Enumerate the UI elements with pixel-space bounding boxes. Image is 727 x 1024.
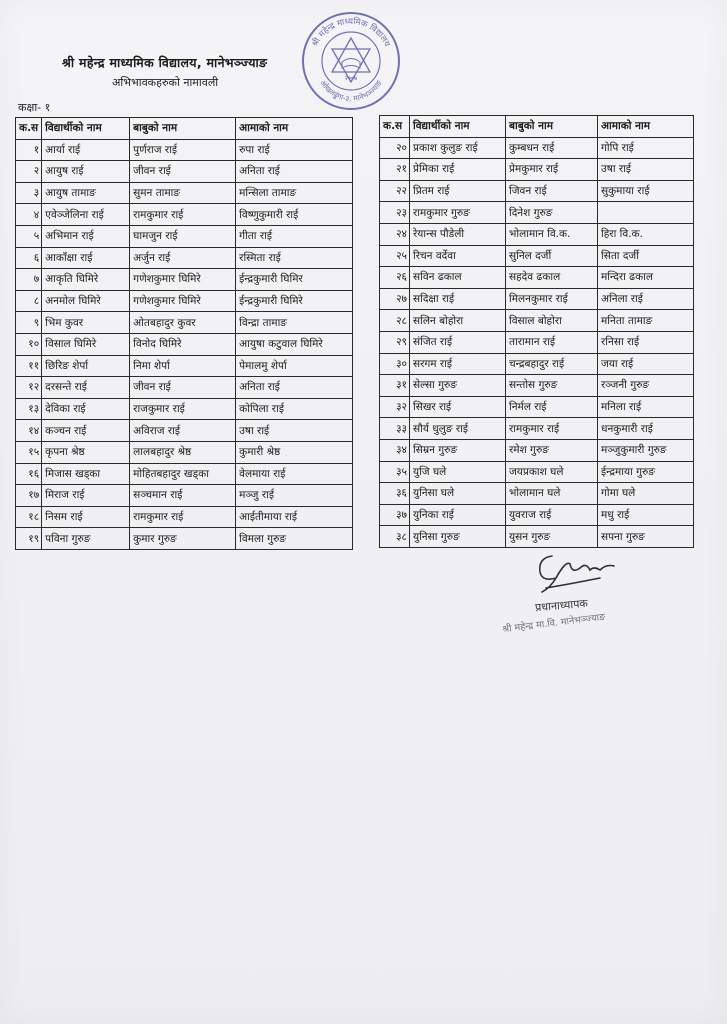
- student-name-cell: सदिक्षा राई: [410, 288, 506, 310]
- student-name-cell: एवेञ्जेलिना राई: [42, 204, 130, 226]
- mother-name-cell: गीता राई: [236, 225, 353, 247]
- roster-body-right: [380, 137, 694, 547]
- student-name-cell: सिखर राई: [410, 396, 506, 418]
- serial-cell: २२: [380, 180, 410, 202]
- serial-cell: ३७: [380, 504, 410, 526]
- serial-cell: ५: [16, 225, 42, 247]
- father-name-cell: राजकुमार राई: [130, 398, 236, 420]
- father-name-cell: रामकुमार राई: [130, 506, 236, 528]
- father-name-cell: दिनेश गुरुङ: [506, 202, 598, 224]
- serial-cell: २९: [380, 331, 410, 353]
- serial-cell: ३८: [380, 526, 410, 548]
- serial-cell: २६: [380, 267, 410, 289]
- mother-name-cell: मञ्जुकुमारी गुरुङ: [598, 439, 694, 461]
- table-row: [16, 398, 353, 420]
- serial-cell: ३५: [380, 461, 410, 483]
- student-name-cell: सलिन बोहोरा: [410, 310, 506, 332]
- father-name-cell: रमेश गुरुङ: [506, 439, 598, 461]
- serial-cell: ९: [16, 312, 42, 334]
- mother-name-cell: अनिला राई: [598, 288, 694, 310]
- mother-name-cell: कोपिला राई: [236, 398, 353, 420]
- mother-name-cell: अनिता राई: [236, 161, 353, 183]
- father-name-cell: गणेशकुमार घिमिरे: [130, 269, 236, 291]
- student-name-cell: कञ्चन राई: [42, 420, 130, 442]
- serial-cell: १८: [16, 506, 42, 528]
- mother-name-cell: मधु राई: [598, 504, 694, 526]
- table-row: [380, 180, 694, 202]
- student-name-cell: युनिसा गुरुङ: [410, 526, 506, 548]
- roster-body-left: [16, 139, 353, 549]
- student-name-cell: कृपना श्रेष्ठ: [42, 441, 130, 463]
- father-name-cell: निर्मल राई: [506, 396, 598, 418]
- mother-name-cell: आयुषा कटुवाल घिमिरे: [236, 333, 353, 355]
- serial-cell: २१: [380, 159, 410, 181]
- serial-cell: १६: [16, 463, 42, 485]
- mother-name-cell: [598, 202, 694, 224]
- father-name-cell: विसाल बोहोरा: [506, 310, 598, 332]
- mother-name-cell: जया राई: [598, 353, 694, 375]
- table-row: [380, 223, 694, 245]
- principal-stamp-line: श्री महेन्द्र मा.वि. मानेभञ्ज्याङ: [501, 611, 606, 636]
- table-row: [16, 290, 353, 312]
- roster-table-right: [379, 115, 694, 548]
- father-name-cell: ओतबहादुर कुवर: [130, 312, 236, 334]
- table-row: [380, 439, 694, 461]
- table-header-row: [380, 116, 694, 138]
- serial-cell: ७: [16, 269, 42, 291]
- document-subtitle: अभिभावकहरुको नामावली: [112, 76, 219, 89]
- father-name-cell: सुनिल दर्जी: [506, 245, 598, 267]
- father-name-cell: जिवन राई: [506, 180, 598, 202]
- serial-cell: १२: [16, 377, 42, 399]
- table-row: [16, 269, 353, 291]
- table-row: [380, 267, 694, 289]
- serial-cell: २४: [380, 223, 410, 245]
- student-name-cell: रामकुमार गुरुङ: [410, 202, 506, 224]
- father-name-cell: रामकुमार राई: [506, 418, 598, 440]
- father-name-cell: सहदेव ढकाल: [506, 267, 598, 289]
- father-name-cell: जीवन राई: [130, 161, 236, 183]
- student-name-cell: छिरिङ शेर्पा: [42, 355, 130, 377]
- mother-name-cell: रुपा राई: [236, 139, 353, 161]
- serial-cell: २७: [380, 288, 410, 310]
- student-name-cell: आयुष राई: [42, 161, 130, 183]
- father-name-cell: गणेशकुमार घिमिरे: [130, 290, 236, 312]
- serial-cell: ११: [16, 355, 42, 377]
- table-row: [380, 504, 694, 526]
- mother-name-cell: सुकुमाया राई: [598, 180, 694, 202]
- father-name-cell: विनोद घिमिरे: [130, 333, 236, 355]
- mother-name-cell: वेलमाया राई: [236, 463, 353, 485]
- father-name-cell: सन्तोस गुरुङ: [506, 375, 598, 397]
- serial-cell: ३४: [380, 439, 410, 461]
- table-row: [16, 161, 353, 183]
- serial-cell: ६: [16, 247, 42, 269]
- student-name-cell: दरसन्ते राई: [42, 377, 130, 399]
- father-name-cell: घामजुन राई: [130, 225, 236, 247]
- student-name-cell: रेयान्स पौडेली: [410, 223, 506, 245]
- student-name-cell: देविका राई: [42, 398, 130, 420]
- mother-name-cell: रञ्जनी गुरुङ: [598, 375, 694, 397]
- father-name-cell: भोलामान घले: [506, 483, 598, 505]
- header-serial: क.स: [16, 118, 42, 140]
- student-name-cell: प्रेमिका राई: [410, 159, 506, 181]
- father-name-cell: युवराज राई: [506, 504, 598, 526]
- mother-name-cell: विन्द्रा तामाङ: [236, 312, 353, 334]
- stamp-top-text: श्री महेन्द्र माध्यमिक विद्यालय: [310, 16, 392, 49]
- mother-name-cell: मनिला राई: [598, 396, 694, 418]
- mother-name-cell: सपना गुरुङ: [598, 526, 694, 548]
- student-name-cell: पविना गुरुङ: [42, 528, 130, 550]
- student-name-cell: सिम्रन गुरुङ: [410, 439, 506, 461]
- mother-name-cell: ईन्द्रकुमारी घिमिरे: [236, 290, 353, 312]
- father-name-cell: लालबहादुर श्रेष्ठ: [130, 441, 236, 463]
- serial-cell: ३३: [380, 418, 410, 440]
- student-name-cell: आयुष तामाङ: [42, 182, 130, 204]
- student-name-cell: युनिसा घले: [410, 483, 506, 505]
- serial-cell: ८: [16, 290, 42, 312]
- father-name-cell: युसन गुरुङ: [506, 526, 598, 548]
- father-name-cell: जीवन राई: [130, 377, 236, 399]
- father-name-cell: सञ्चमान राई: [130, 485, 236, 507]
- serial-cell: १०: [16, 333, 42, 355]
- serial-cell: १: [16, 139, 42, 161]
- header-student: विद्यार्थीको नाम: [42, 118, 130, 140]
- mother-name-cell: विमला गुरुङ: [236, 528, 353, 550]
- student-name-cell: सेल्सा गुरुङ: [410, 375, 506, 397]
- mother-name-cell: मन्सिला तामाङ: [236, 182, 353, 204]
- serial-cell: २३: [380, 202, 410, 224]
- table-row: [380, 331, 694, 353]
- mother-name-cell: गोमा घले: [598, 483, 694, 505]
- student-name-cell: युनिका राई: [410, 504, 506, 526]
- table-row: [16, 182, 353, 204]
- table-row: [380, 375, 694, 397]
- school-name: श्री महेन्द्र माध्यमिक विद्यालय, मानेभञ्ज्याङ: [62, 55, 268, 70]
- header-father: बाबुको नाम: [130, 118, 236, 140]
- header-serial: क.स: [380, 116, 410, 138]
- mother-name-cell: आईतीमाया राई: [236, 506, 353, 528]
- table-header-row: [16, 118, 353, 140]
- student-name-cell: सविन ढकाल: [410, 267, 506, 289]
- table-row: [16, 463, 353, 485]
- student-name-cell: रिचन वर्देवा: [410, 245, 506, 267]
- student-name-cell: संजित राई: [410, 331, 506, 353]
- table-row: [380, 418, 694, 440]
- mother-name-cell: हिरा वि.क.: [598, 223, 694, 245]
- father-name-cell: चन्द्रबहादुर राई: [506, 353, 598, 375]
- mother-name-cell: मञ्जु राई: [236, 485, 353, 507]
- student-name-cell: मिजास खड्का: [42, 463, 130, 485]
- principal-title: प्रधानाध्यापक: [534, 596, 589, 615]
- father-name-cell: मिलनकुमार राई: [506, 288, 598, 310]
- student-name-cell: भिम कुवर: [42, 312, 130, 334]
- table-row: [16, 377, 353, 399]
- father-name-cell: मोहितबहादुर खड्का: [130, 463, 236, 485]
- father-name-cell: कुमार गुरुङ: [130, 528, 236, 550]
- table-row: [16, 225, 353, 247]
- mother-name-cell: उषा राई: [598, 159, 694, 181]
- serial-cell: ३०: [380, 353, 410, 375]
- student-name-cell: प्रितम राई: [410, 180, 506, 202]
- student-name-cell: सौर्य धुलुङ राई: [410, 418, 506, 440]
- table-row: [380, 526, 694, 548]
- table-row: [16, 355, 353, 377]
- mother-name-cell: अनिता राई: [236, 377, 353, 399]
- table-row: [16, 247, 353, 269]
- mother-name-cell: ईन्द्रकुमारी घिमिर: [236, 269, 353, 291]
- student-name-cell: विसाल घिमिरे: [42, 333, 130, 355]
- father-name-cell: जयप्रकाश घले: [506, 461, 598, 483]
- student-name-cell: अनमोल घिमिरे: [42, 290, 130, 312]
- principal-signature-mark: [530, 548, 620, 598]
- mother-name-cell: रस्मिता राई: [236, 247, 353, 269]
- serial-cell: २०: [380, 137, 410, 159]
- mother-name-cell: रनिसा राई: [598, 331, 694, 353]
- student-name-cell: आकाँक्षा राई: [42, 247, 130, 269]
- table-row: [16, 204, 353, 226]
- table-row: [380, 137, 694, 159]
- serial-cell: ४: [16, 204, 42, 226]
- mother-name-cell: गोपि राई: [598, 137, 694, 159]
- student-name-cell: निसम राई: [42, 506, 130, 528]
- student-name-cell: आर्या राई: [42, 139, 130, 161]
- table-row: [16, 441, 353, 463]
- student-name-cell: युजि घले: [410, 461, 506, 483]
- student-name-cell: आकृति घिमिरे: [42, 269, 130, 291]
- serial-cell: ३: [16, 182, 42, 204]
- father-name-cell: भोलामान वि.क.: [506, 223, 598, 245]
- header-mother: आमाको नाम: [598, 116, 694, 138]
- table-row: [16, 312, 353, 334]
- table-row: [16, 485, 353, 507]
- father-name-cell: प्रेमकुमार राई: [506, 159, 598, 181]
- table-row: [380, 288, 694, 310]
- table-row: [380, 461, 694, 483]
- serial-cell: ३१: [380, 375, 410, 397]
- student-name-cell: मिराज राई: [42, 485, 130, 507]
- mother-name-cell: उषा राई: [236, 420, 353, 442]
- mother-name-cell: कुमारी श्रेष्ठ: [236, 441, 353, 463]
- serial-cell: १७: [16, 485, 42, 507]
- serial-cell: १९: [16, 528, 42, 550]
- serial-cell: २: [16, 161, 42, 183]
- mother-name-cell: ईन्द्रमाया गुरुङ: [598, 461, 694, 483]
- serial-cell: १३: [16, 398, 42, 420]
- serial-cell: २५: [380, 245, 410, 267]
- mother-name-cell: धनकुमारी राई: [598, 418, 694, 440]
- father-name-cell: अर्जुन राई: [130, 247, 236, 269]
- mother-name-cell: सिता दर्जी: [598, 245, 694, 267]
- serial-cell: १५: [16, 441, 42, 463]
- mother-name-cell: मनिता तामाङ: [598, 310, 694, 332]
- serial-cell: १४: [16, 420, 42, 442]
- stamp-bottom-text: ओखलढुंगा-३, मानेभञ्ज्याङ: [318, 78, 384, 104]
- father-name-cell: पुर्णराज राई: [130, 139, 236, 161]
- table-row: [380, 396, 694, 418]
- table-row: [380, 483, 694, 505]
- father-name-cell: कुम्बधन राई: [506, 137, 598, 159]
- student-name-cell: प्रकाश कुलुङ राई: [410, 137, 506, 159]
- table-row: [380, 353, 694, 375]
- mother-name-cell: मन्दिरा ढकाल: [598, 267, 694, 289]
- header-mother: आमाको नाम: [236, 118, 353, 140]
- roster-table-left: [15, 117, 353, 550]
- class-label: कक्षा- १: [18, 101, 51, 114]
- student-name-cell: अभिमान राई: [42, 225, 130, 247]
- serial-cell: ३२: [380, 396, 410, 418]
- table-row: [16, 139, 353, 161]
- father-name-cell: तारामान राई: [506, 331, 598, 353]
- serial-cell: ३६: [380, 483, 410, 505]
- stamp-center-text: २००७: [344, 75, 358, 82]
- table-row: [380, 202, 694, 224]
- father-name-cell: रामकुमार राई: [130, 204, 236, 226]
- father-name-cell: अविराज राई: [130, 420, 236, 442]
- mother-name-cell: पेमालमु शेर्पा: [236, 355, 353, 377]
- father-name-cell: सुमन तामाङ: [130, 182, 236, 204]
- table-row: [380, 245, 694, 267]
- table-row: [16, 333, 353, 355]
- student-name-cell: सरगम राई: [410, 353, 506, 375]
- table-row: [16, 420, 353, 442]
- serial-cell: २८: [380, 310, 410, 332]
- table-row: [380, 310, 694, 332]
- mother-name-cell: विष्णुकुमारी राई: [236, 204, 353, 226]
- header-father: बाबुको नाम: [506, 116, 598, 138]
- father-name-cell: निमा शेर्पा: [130, 355, 236, 377]
- header-student: विद्यार्थीको नाम: [410, 116, 506, 138]
- table-row: [16, 528, 353, 550]
- school-seal-stamp: [300, 10, 402, 112]
- table-row: [16, 506, 353, 528]
- table-row: [380, 159, 694, 181]
